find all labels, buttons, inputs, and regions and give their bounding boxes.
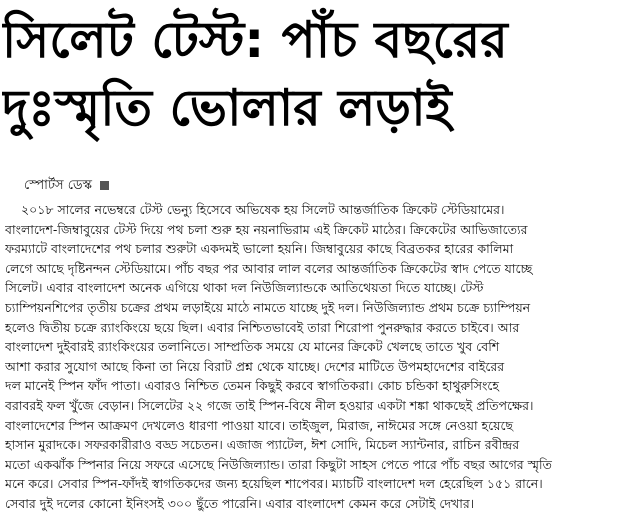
article-line: আশা করার সুযোগ আছে কিনা তা নিয়ে বিরাট প্রশ্ন থেকে যাচ্ছে। দেশের মাটিতে উপমহাদেশের বাইরের [5, 358, 505, 374]
byline-text: স্পোর্টস ডেস্ক [24, 178, 92, 193]
article-line: মতো একঝাঁক স্পিনার নিয়ে সফরে এসেছে নিউজিল্যান্ড। তারা কিছুটা সাহস পেতে পারে পাঁচ বছর আগের স্মৃতি [5, 456, 552, 472]
article-line: ২০১৮ সালের নভেম্বরে টেস্ট ভেন্যু হিসেবে অভিষেক হয় সিলেট আন্তর্জাতিক ক্রিকেট স্টেডিয়ামের। [21, 202, 505, 217]
article-body [5, 200, 627, 514]
article-line: লেগে আছে দৃষ্টিনন্দন স্টেডিয়ামে। পাঁচ বছর পর আবার লাল বলের আন্তর্জাতিক ক্রিকেটের স্বাদ পেতে যাচ্ছে [5, 260, 533, 276]
article-line: সেবার দুই দলের কোনো ইনিংসই ৩০০ ছুঁতে পারেনি। এবার বাংলাদেশ কেমন করে সেটাই দেখার। [5, 495, 475, 511]
article-line: হাসান মুরাদকে। সফরকারীরাও বড্ড সচেতন। এজাজ প্যাটেল, ঈশ সোদি, মিচেল স্যান্টনার, রাচিন রবীন্দ্রর [5, 437, 520, 453]
article-line: ফরম্যাটে বাংলাদেশের পথ চলার শুরুটা একদমই ভালো হয়নি। জিম্বাবুয়ের কাছে বিব্রতকর হারের কালিমা [5, 241, 514, 257]
headline-line-1: সিলেট টেস্ট: পাঁচ বছরের [2, 11, 508, 69]
byline-square-icon [100, 181, 109, 190]
article-line: চ্যাম্পিয়নশিপের তৃতীয় চক্রের প্রথম লড়াইয়ে মাঠে নামতে যাচ্ছে দুই দল। নিউজিল্যান্ড প্রথম চক্রে চ্যাম্পিয়ন [5, 299, 531, 315]
byline [24, 178, 109, 194]
article-line: দল মানেই স্পিন ফাঁদ পাতা। এবারও নিশ্চিত তেমন কিছুই করবে স্বাগতিকরা। কোচ চন্ডিকা হাথুরুসিংহে [5, 378, 499, 394]
headline-line-2: দুঃস্মৃতি ভোলার লড়াই [2, 79, 452, 137]
article-line: বাংলাদেশ-জিম্বাবুয়ের টেস্ট দিয়ে পথ চলা শুরু হয় নয়নাভিরাম এই ক্রিকেট মাঠের। ক্রিকেটের আভিজাত্যের [5, 221, 528, 237]
article-line: বরাবরই ফল খুঁজে বেড়ান। সিলেটের ২২ গজে তাই স্পিন-বিষে নীল হওয়ার একটা শঙ্কা থাকছেই প্রতিপক্ষের। [5, 397, 534, 413]
article-line: সিলেট। এবার বাংলাদেশ অনেক এগিয়ে থাকা দল নিউজিল্যান্ডকে আতিথেয়তা দিতে যাচ্ছে। টেস্ট [5, 280, 484, 296]
article-line: মনে করে। সেবার স্পিন-ফাঁদই স্বাগতিকদের জন্য হয়েছিল শাপেবর। ম্যাচটি বাংলাদেশ দল হেরেছিল ১৫১ রানে। [5, 476, 543, 492]
article-line: বাংলাদেশ দুইবারই র‍্যাংকিংয়ের তলানিতে। সাম্প্রতিক সময়ে যে মানের ক্রিকেট খেলছে তাতে খুব বেশি [5, 339, 500, 355]
article-line: বাংলাদেশের স্পিন আক্রমণ দেখলেও ধারণা পাওয়া যাবে। তাইজুল, মিরাজ, নাঈমের সঙ্গে নেওয়া হয়েছে [5, 417, 514, 433]
article-line: হলেও দ্বিতীয় চক্রে র‍্যাংকিংয়ে ছয়ে ছিল। এবার নিশ্চিতভাবেই তারা শিরোপা পুনরুদ্ধার করতে চাইবে। আর [5, 319, 520, 335]
headline [0, 6, 632, 142]
